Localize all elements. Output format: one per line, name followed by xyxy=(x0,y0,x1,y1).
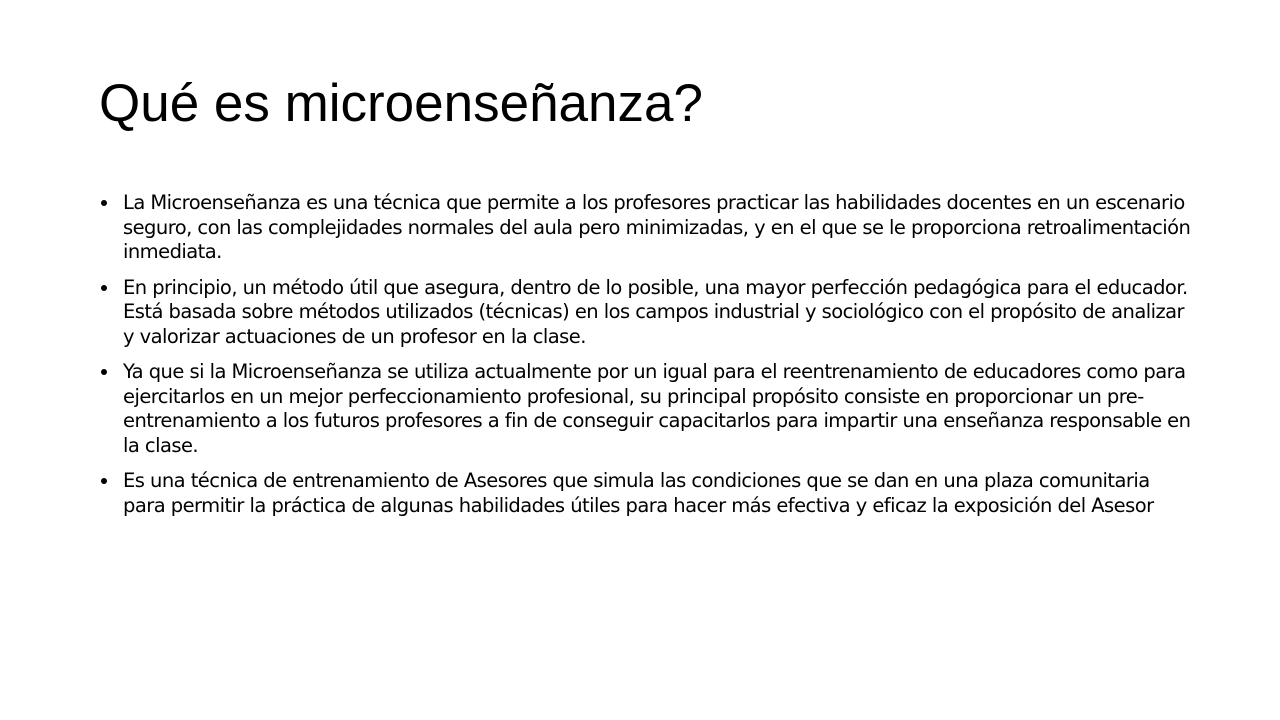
bullet-dot-icon xyxy=(101,200,107,206)
bullet-text: Es una técnica de entrenamiento de Asesores que simula las condiciones que se dan en una plaza comunitaria para permitir la práctica de algunas habilidades útiles para hacer más efectiva y eficaz la exposición del Asesor xyxy=(123,469,1154,517)
bullet-list xyxy=(101,191,1191,529)
bullet-dot-icon xyxy=(101,478,107,484)
bullet-text: En principio, un método útil que asegura, dentro de lo posible, una mayor perfección pedagógica para el educador. Está basada sobre métodos utilizados (técnicas) en los campos industrial y sociológico con el propósito de analizar y valorizar actuaciones de un profesor en la clase. xyxy=(123,275,1188,348)
bullet-text: La Microenseñanza es una técnica que permite a los profesores practicar las habilidades docentes en un escenario seguro, con las complejidades normales del aula pero minimizadas, y en el que se le proporciona retroalimentación inmediata. xyxy=(123,191,1191,263)
bullet-item xyxy=(101,360,1191,458)
bullet-dot-icon xyxy=(101,285,107,291)
bullet-item xyxy=(101,191,1191,265)
bullet-item xyxy=(101,276,1191,350)
bullet-text: Ya que si la Microenseñanza se utiliza actualmente por un igual para el reentrenamiento de educadores como para ejercitarlos en un mejor perfeccionamiento profesional, su principal propósito consiste en proporcionar un pre-entrenamiento a los futuros profesores a fin de conseguir capacitarlos para impartir una enseñanza responsable en la clase. xyxy=(123,360,1191,457)
slide-title: Qué es microenseñanza? xyxy=(99,74,703,133)
bullet-dot-icon xyxy=(101,369,107,375)
bullet-item xyxy=(101,469,1191,518)
